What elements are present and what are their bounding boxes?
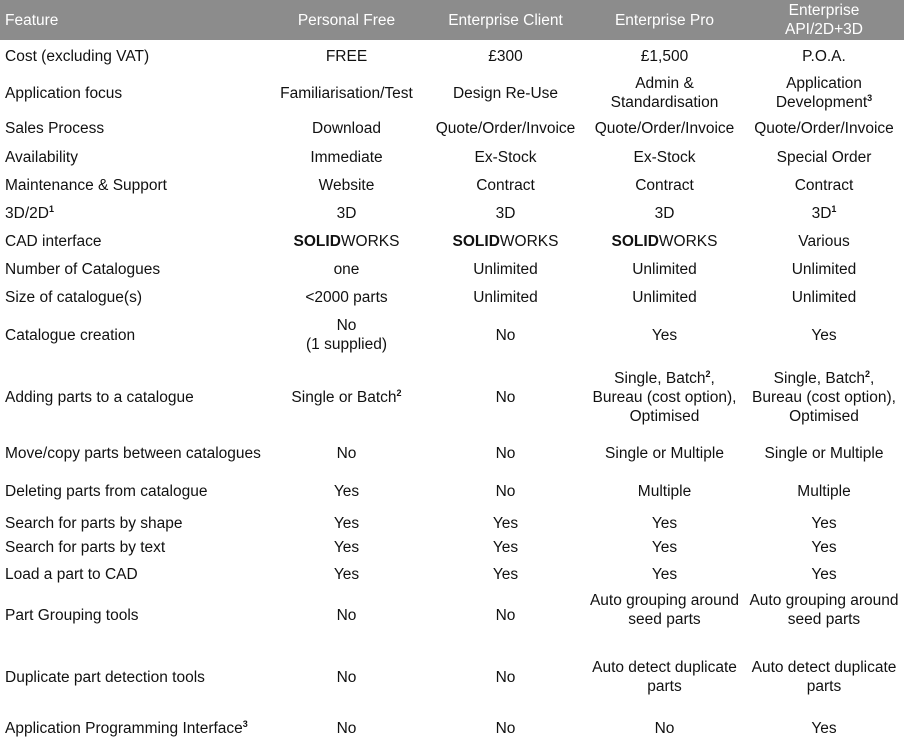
cell-api: Yes bbox=[811, 719, 837, 737]
row-label: $3D/2D^1$ bbox=[5, 203, 54, 222]
table-row bbox=[0, 435, 904, 471]
cell-free: FREE bbox=[325, 47, 368, 65]
footnote-marker: 2 bbox=[396, 387, 402, 398]
cell-pro: Unlimited bbox=[632, 260, 697, 278]
cell-free: No bbox=[336, 668, 357, 686]
cell-pro: Quote/Order/Invoice bbox=[594, 120, 735, 137]
row-label: Deleting parts from catalogue bbox=[5, 482, 208, 500]
footnote-marker: 2 bbox=[705, 368, 711, 379]
table-row bbox=[0, 171, 904, 199]
row-label: Application Programming Interface$^3$ bbox=[5, 718, 248, 737]
cell-api: Various bbox=[798, 232, 850, 250]
table-row bbox=[0, 471, 904, 511]
cell-pro: Yes bbox=[651, 566, 678, 583]
table-header-row bbox=[0, 0, 904, 40]
solidworks-rest: WORKS bbox=[658, 232, 718, 250]
row-label: Catalogue creation bbox=[5, 326, 136, 344]
cell-pro-line1: Single, Batch bbox=[614, 369, 706, 387]
cell-api: Contract bbox=[794, 176, 854, 194]
cell-api: Single, Batch$^2$, Bureau (cost option), Optimised bbox=[752, 368, 896, 425]
solidworks-rest: WORKS bbox=[340, 232, 400, 250]
cell-pro: Multiple bbox=[637, 482, 692, 500]
cell-pro: £1,500 bbox=[640, 47, 689, 65]
cell-free: Yes bbox=[333, 514, 360, 532]
cell-client: Design Re-Use bbox=[452, 84, 559, 102]
cell-api: Yes bbox=[811, 566, 837, 583]
table-row bbox=[0, 311, 904, 359]
solidworks-bold: SOLID bbox=[293, 232, 341, 250]
cell-client: 3D bbox=[495, 204, 516, 222]
header-enterprise-api: Enterprise API/2D+3D bbox=[785, 2, 863, 38]
cell-client: No bbox=[495, 606, 516, 624]
cell-api: $3D^1$ bbox=[811, 203, 837, 222]
cell-client: Contract bbox=[476, 176, 535, 194]
cell-api: Yes bbox=[811, 326, 837, 344]
row-label: Availability bbox=[5, 148, 78, 166]
header-enterprise-client: Enterprise Client bbox=[448, 11, 563, 29]
cell-api: Multiple bbox=[797, 482, 851, 500]
cell-free: <2000 parts bbox=[305, 288, 388, 306]
cell-api: Yes bbox=[811, 539, 837, 556]
table-row bbox=[0, 199, 904, 227]
cell-client: Yes bbox=[492, 539, 519, 556]
row-label: Search for parts by shape bbox=[5, 514, 183, 532]
cell-api: Unlimited bbox=[791, 288, 857, 306]
table-row bbox=[0, 359, 904, 435]
cell-pro bbox=[585, 227, 744, 255]
table-row bbox=[0, 535, 904, 560]
cell-api: Auto detect duplicate parts bbox=[751, 659, 897, 695]
cell-client: No bbox=[495, 388, 516, 406]
footnote-marker: 2 bbox=[865, 368, 871, 379]
cell-free: one bbox=[333, 260, 360, 278]
cell-pro: 3D bbox=[654, 204, 675, 222]
table-row bbox=[0, 143, 904, 171]
cell-free: No bbox=[336, 606, 357, 624]
solidworks-bold: SOLID bbox=[611, 232, 659, 250]
table-row bbox=[0, 255, 904, 283]
footnote-marker: 1 bbox=[48, 203, 54, 214]
cell-pro: Yes bbox=[651, 539, 678, 556]
table-row bbox=[0, 283, 904, 311]
cell-api: Application Development$^3$ bbox=[775, 75, 873, 111]
table-row bbox=[0, 560, 904, 589]
table-row bbox=[0, 114, 904, 143]
row-label: Move/copy parts between catalogues bbox=[5, 444, 261, 462]
table-row bbox=[0, 72, 904, 114]
row-label: Sales Process bbox=[5, 120, 105, 137]
cell-free: Immediate bbox=[310, 148, 383, 166]
cell-client: Unlimited bbox=[473, 288, 538, 306]
header-enterprise-pro: Enterprise Pro bbox=[614, 11, 715, 29]
cell-free: Yes bbox=[333, 566, 360, 583]
cell-free: No bbox=[336, 719, 357, 737]
row-label: Load a part to CAD bbox=[5, 566, 138, 583]
header-personal-free: Personal Free bbox=[297, 11, 396, 29]
row-label: Duplicate part detection tools bbox=[5, 668, 205, 686]
row-label: Number of Catalogues bbox=[5, 260, 161, 278]
cell-client: No bbox=[495, 719, 516, 737]
table-row bbox=[0, 40, 904, 72]
cell-pro: Yes bbox=[651, 514, 678, 532]
cell-free: 3D bbox=[336, 204, 357, 222]
cell-pro: Ex-Stock bbox=[633, 148, 696, 166]
cell-pro: No bbox=[654, 719, 675, 737]
cell-client: No bbox=[495, 444, 516, 462]
cell-api: Unlimited bbox=[791, 260, 857, 278]
cell-pro: Unlimited bbox=[632, 288, 697, 306]
cell-api: Single or Multiple bbox=[764, 444, 884, 462]
table-row bbox=[0, 511, 904, 535]
cell-client: Ex-Stock bbox=[474, 148, 537, 166]
cell-client: Yes bbox=[492, 566, 519, 583]
cell-free: No (1 supplied) bbox=[306, 317, 387, 353]
cell-client: Quote/Order/Invoice bbox=[435, 120, 576, 137]
cell-client: No bbox=[495, 668, 516, 686]
cell-pro: Single or Multiple bbox=[605, 444, 724, 462]
cell-pro: Auto detect duplicate parts bbox=[592, 659, 737, 695]
row-label: Adding parts to a catalogue bbox=[5, 388, 194, 406]
footnote-marker: 3 bbox=[867, 93, 873, 103]
row-label: Cost (excluding VAT) bbox=[5, 47, 150, 65]
cell-api: Quote/Order/Invoice bbox=[754, 120, 894, 137]
cell-pro: Auto grouping around seed parts bbox=[589, 592, 740, 628]
table-row bbox=[0, 713, 904, 743]
cell-free: Single or Batch$^2$ bbox=[291, 387, 402, 406]
cell-client: £300 bbox=[488, 47, 523, 65]
cell-client bbox=[426, 227, 585, 255]
row-label: Search for parts by text bbox=[5, 539, 166, 556]
row-label: Application focus bbox=[5, 84, 123, 102]
cell-api-line1: Single, Batch bbox=[773, 369, 865, 387]
header-feature: Feature bbox=[5, 11, 59, 29]
footnote-marker: 3 bbox=[242, 718, 248, 729]
cell-client: No bbox=[495, 326, 516, 344]
row-label: CAD interface bbox=[5, 232, 102, 250]
table-row bbox=[0, 227, 904, 255]
cell-free: Familiarisation/Test bbox=[280, 84, 413, 102]
cell-api: Auto grouping around seed parts bbox=[749, 592, 899, 628]
cell-free: Website bbox=[318, 176, 375, 194]
cell-free bbox=[267, 227, 426, 255]
solidworks-rest: WORKS bbox=[499, 232, 559, 250]
cell-pro: Admin & Standardisation bbox=[610, 75, 719, 111]
cell-api: Yes bbox=[811, 514, 837, 532]
cell-client: Yes bbox=[492, 514, 519, 532]
row-label: Maintenance & Support bbox=[5, 176, 167, 194]
solidworks-bold: SOLID bbox=[452, 232, 500, 250]
cell-pro: Single, Batch$^2$, Bureau (cost option), Optimised bbox=[592, 368, 737, 425]
cell-client: No bbox=[495, 482, 516, 500]
row-label: Part Grouping tools bbox=[5, 606, 139, 624]
table-row bbox=[0, 641, 904, 713]
table-row bbox=[0, 589, 904, 641]
row-label: Size of catalogue(s) bbox=[5, 288, 142, 306]
cell-free: Download bbox=[312, 120, 381, 137]
cell-pro: Contract bbox=[635, 176, 694, 194]
cell-free: Yes bbox=[333, 539, 360, 556]
cell-free: Yes bbox=[333, 482, 360, 500]
cell-client: Unlimited bbox=[473, 260, 538, 278]
cell-api: P.O.A. bbox=[802, 47, 846, 65]
cell-free: No bbox=[336, 444, 357, 462]
footnote-marker: 1 bbox=[831, 203, 837, 214]
cell-pro: Yes bbox=[651, 326, 678, 344]
cell-api: Special Order bbox=[776, 148, 872, 166]
